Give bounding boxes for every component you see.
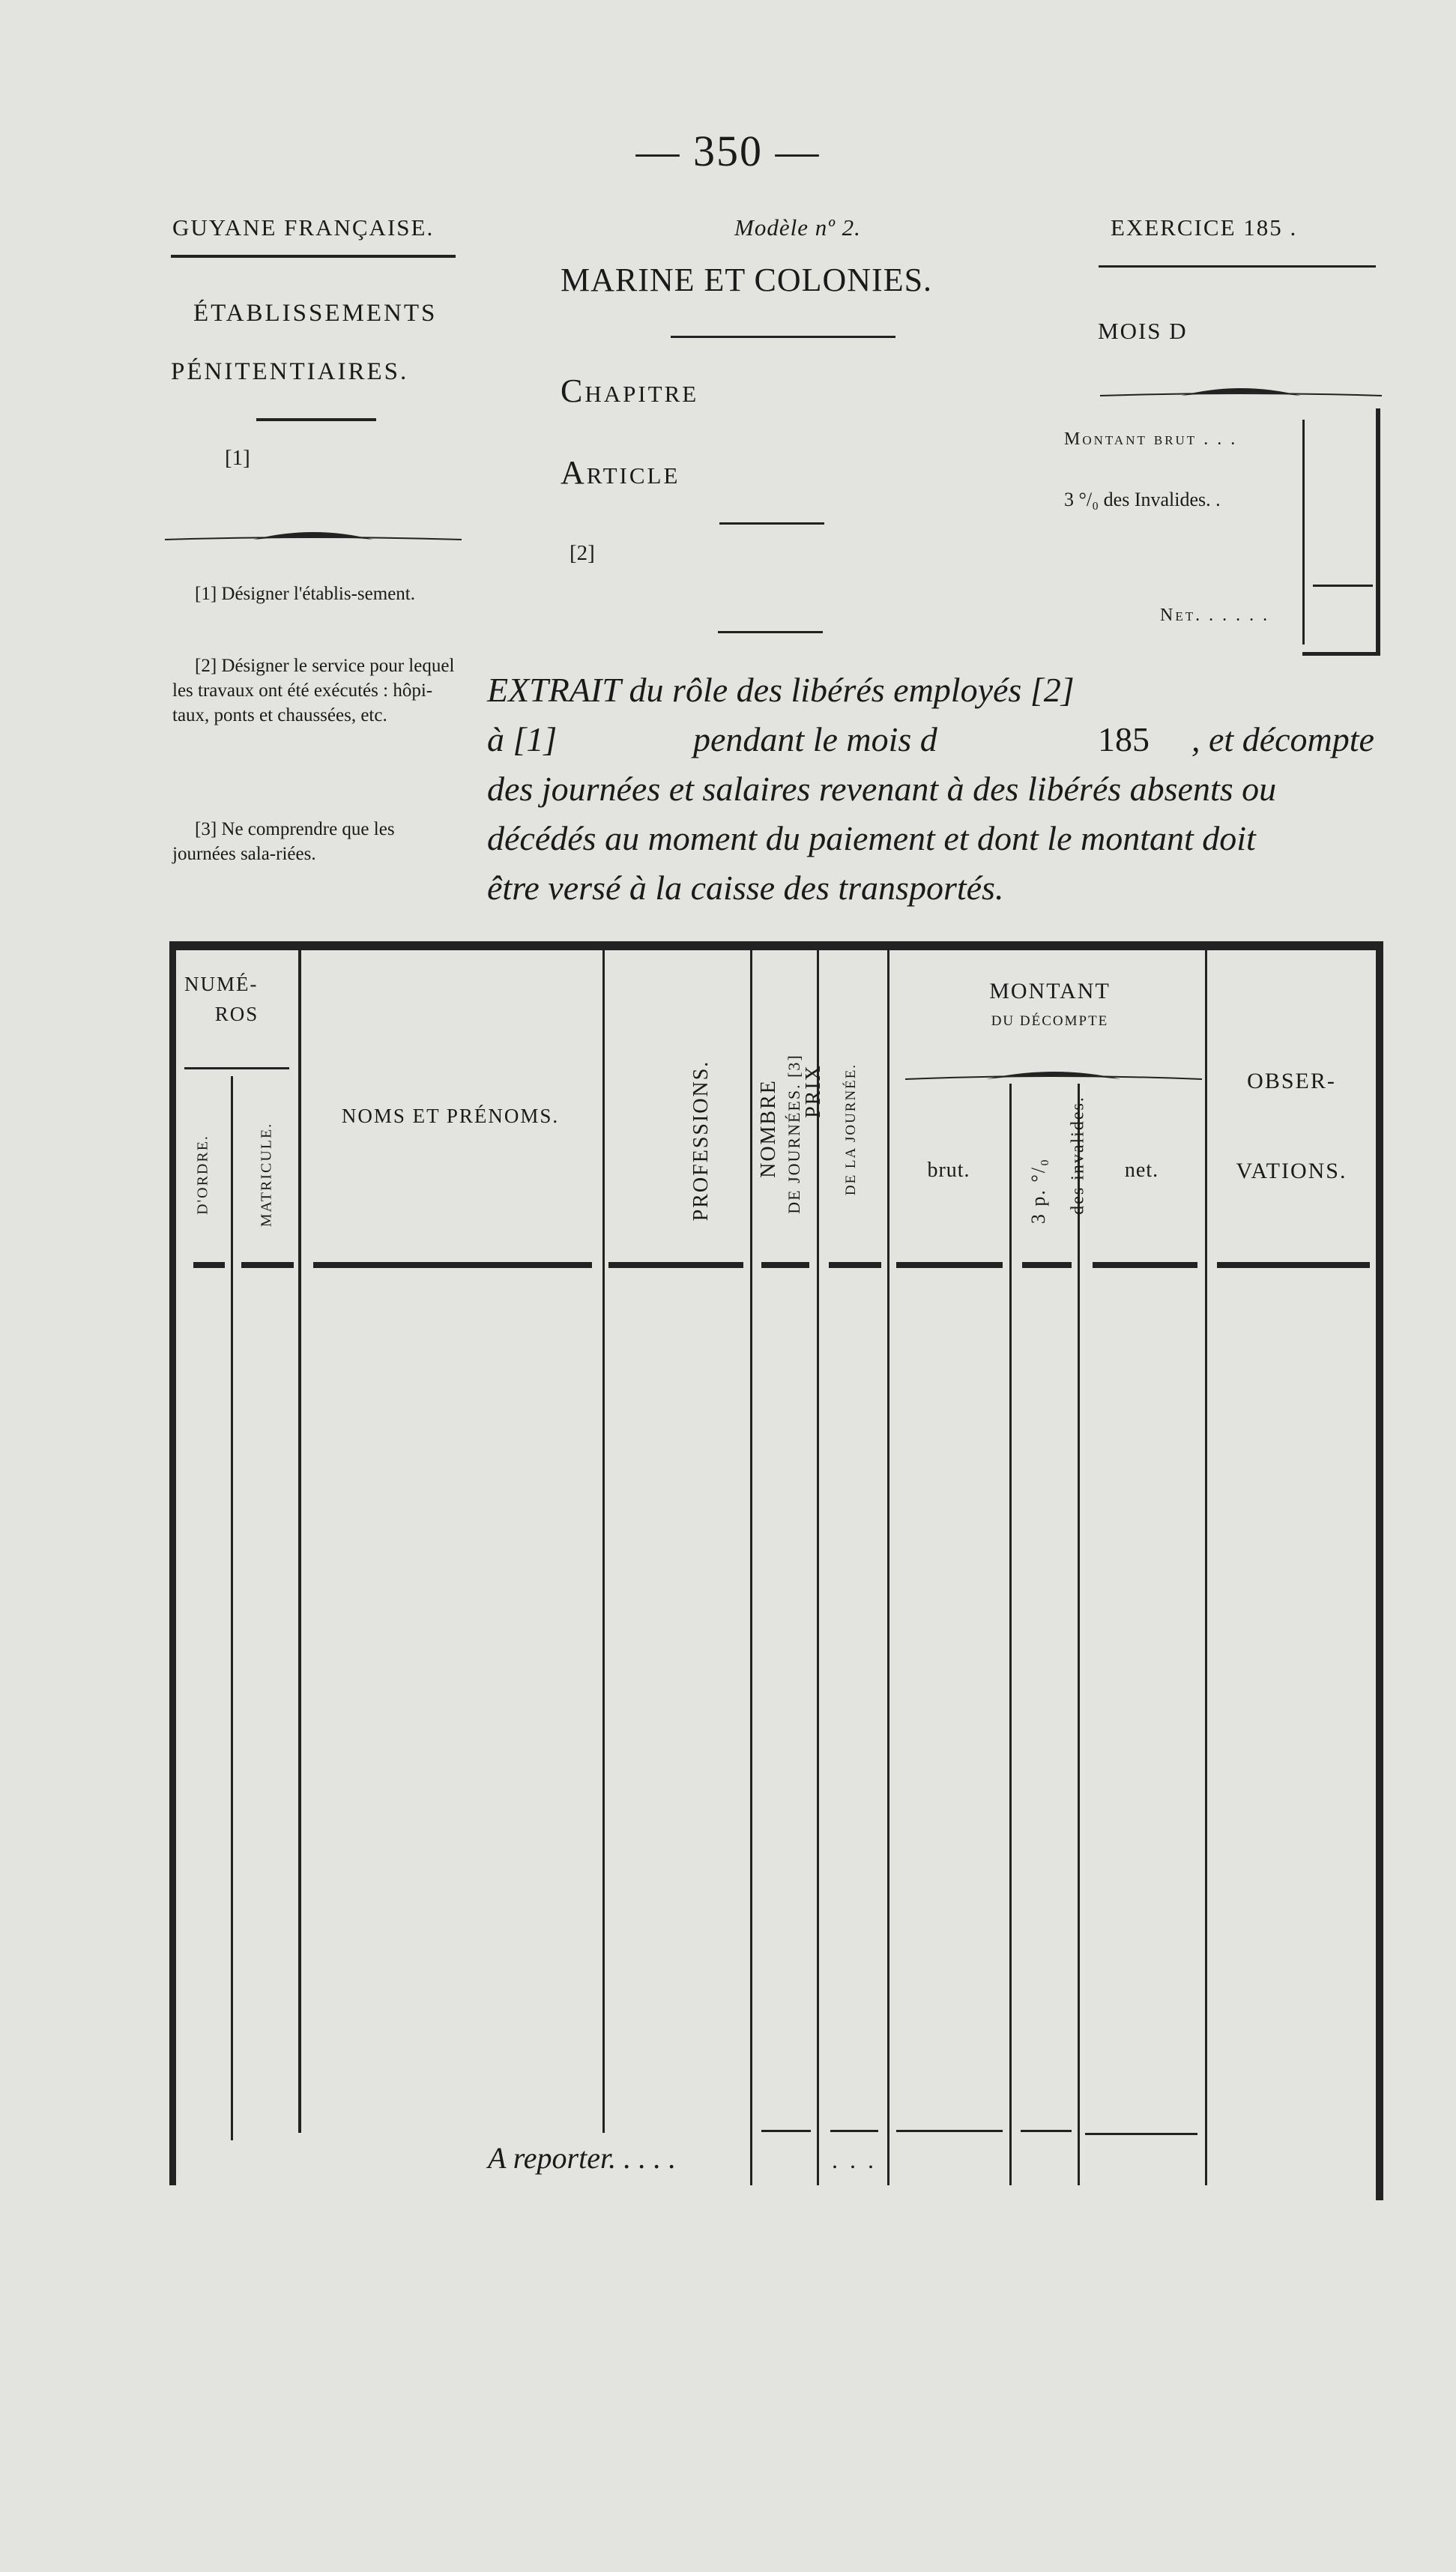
header-dash-professions — [608, 1262, 743, 1268]
table-top-border — [169, 941, 1383, 950]
header-dash-net — [1093, 1262, 1197, 1268]
header-prix-journee: DE LA JOURNÉE. — [843, 1063, 859, 1196]
note-2: [2] Désigner le service pour lequel les travaux ont été exécutés : hôpi-taux, ponts et chaussées, etc. — [172, 656, 455, 725]
col-line-professions — [750, 941, 752, 2185]
note-3: [3] Ne comprendre que les journées sala-riées. — [172, 819, 395, 864]
header-professions: PROFESSIONS. — [689, 1060, 713, 1222]
page-number: — 350 — — [635, 127, 821, 175]
extrait-line-5: être versé à la caisse des transportés. — [487, 869, 1004, 907]
header-noms-prenoms: NOMS ET PRÉNOMS. — [341, 1105, 560, 1127]
header-des-invalides: des invalides. — [1068, 1096, 1088, 1215]
montant-brut-label: Montant brut . . . — [1064, 429, 1238, 449]
a-reporter-label: A reporter. . . . . — [488, 2141, 677, 2175]
net-label: Net. . . . . . — [1160, 606, 1270, 625]
col-line-brut — [1009, 1084, 1012, 2185]
extrait-line-2d: , et décompte — [1191, 720, 1374, 758]
col-line-noms — [602, 941, 605, 2133]
header-numeros: NUMÉ- — [184, 973, 259, 995]
extrait-line-3: des journées et salaires revenant à des libérés absents ou — [487, 770, 1277, 808]
flourish-divider-left — [163, 525, 463, 547]
header-exercice: EXERCICE 185 . — [1111, 214, 1298, 241]
total-line-prix — [830, 2130, 878, 2132]
mois-box-left — [1302, 420, 1305, 644]
montant-flourish — [904, 1063, 1203, 1085]
left-rule-mid — [256, 418, 376, 421]
extrait-line-2b: pendant le mois d — [693, 720, 937, 758]
total-line-invalides — [1021, 2130, 1072, 2132]
header-vations: VATIONS. — [1236, 1159, 1347, 1183]
header-dash-nombre — [761, 1262, 809, 1268]
header-dash-ordre — [193, 1262, 225, 1268]
header-journees: DE JOURNÉES. [3] — [785, 1054, 803, 1214]
table-left-border — [169, 941, 176, 2185]
header-ordre: D'ORDRE. — [194, 1135, 211, 1215]
header-net: net. — [1124, 1159, 1159, 1182]
header-trois-pourcent: 3 p. °/₀ — [1027, 1157, 1049, 1225]
header-dash-observations — [1217, 1262, 1370, 1268]
left-rule-top — [171, 255, 456, 258]
invalides-label: 3 °/₀ des Invalides. . — [1064, 489, 1221, 510]
article-label: Article — [561, 454, 680, 491]
col-line-prix — [887, 941, 889, 2185]
mois-label: MOIS D — [1098, 318, 1188, 344]
header-obser: OBSER- — [1247, 1069, 1336, 1093]
extrait-title — [487, 665, 1394, 913]
header-dash-matricule — [241, 1262, 294, 1268]
salary-table — [169, 941, 1383, 2185]
total-line-nombre — [761, 2130, 811, 2132]
header-colony: GUYANE FRANÇAISE. — [172, 214, 435, 241]
header-model: Modèle nº 2. — [734, 214, 861, 241]
left-ref-1: [1] — [225, 446, 250, 470]
etablissements-label: ÉTABLISSEMENTS — [193, 300, 438, 327]
col-line-invalides — [1078, 1084, 1080, 2185]
col-line-net — [1205, 941, 1207, 2185]
header-prix: PRIX — [802, 1064, 825, 1118]
header-dash-invalides — [1022, 1262, 1072, 1268]
mois-box-right — [1376, 408, 1380, 656]
header-brut: brut. — [927, 1159, 970, 1182]
a-reporter-dots: . . . — [832, 2146, 877, 2173]
col-line-numeros — [298, 941, 301, 2133]
total-line-brut — [896, 2130, 1003, 2132]
mois-box-bottom — [1302, 652, 1380, 656]
numeros-divider — [184, 1067, 289, 1069]
extrait-line-2c: 185 — [1098, 720, 1150, 758]
extrait-line-2a: à [1] — [487, 720, 558, 758]
note-1: [1] Désigner l'établis-sement. — [195, 584, 415, 604]
header-nombre: NOMBRE — [757, 1079, 780, 1178]
center-ref-2: [2] — [570, 541, 595, 565]
extrait-line-2 — [487, 715, 1394, 764]
header-dash-noms — [313, 1262, 592, 1268]
right-rule-top — [1099, 265, 1376, 268]
extrait-line-1: EXTRAIT du rôle des libérés employés [2] — [487, 671, 1075, 709]
center-rule-2 — [719, 522, 824, 525]
header-numeros-2: ROS — [214, 1003, 259, 1025]
table-right-border — [1376, 941, 1383, 2200]
penitentiaires-label: PÉNITENTIAIRES. — [171, 358, 409, 385]
center-rule-3 — [718, 631, 823, 633]
col-line-ordre-mat — [231, 1076, 233, 2140]
header-matricule: MATRICULE. — [258, 1122, 275, 1228]
header-dash-brut — [896, 1262, 1003, 1268]
marine-et-colonies: MARINE ET COLONIES. — [561, 262, 933, 298]
header-dash-prix — [829, 1262, 881, 1268]
header-du-decompte: DU DÉCOMPTE — [991, 1013, 1109, 1029]
header-montant: MONTANT — [989, 979, 1111, 1003]
extrait-line-4: décédés au moment du paiement et dont le montant doit — [487, 819, 1256, 857]
mois-box-mid-line — [1313, 585, 1373, 587]
total-line-net — [1085, 2133, 1197, 2135]
flourish-divider-right — [1099, 381, 1383, 403]
chapitre-label: Chapitre — [561, 372, 699, 409]
center-rule-1 — [671, 336, 895, 338]
